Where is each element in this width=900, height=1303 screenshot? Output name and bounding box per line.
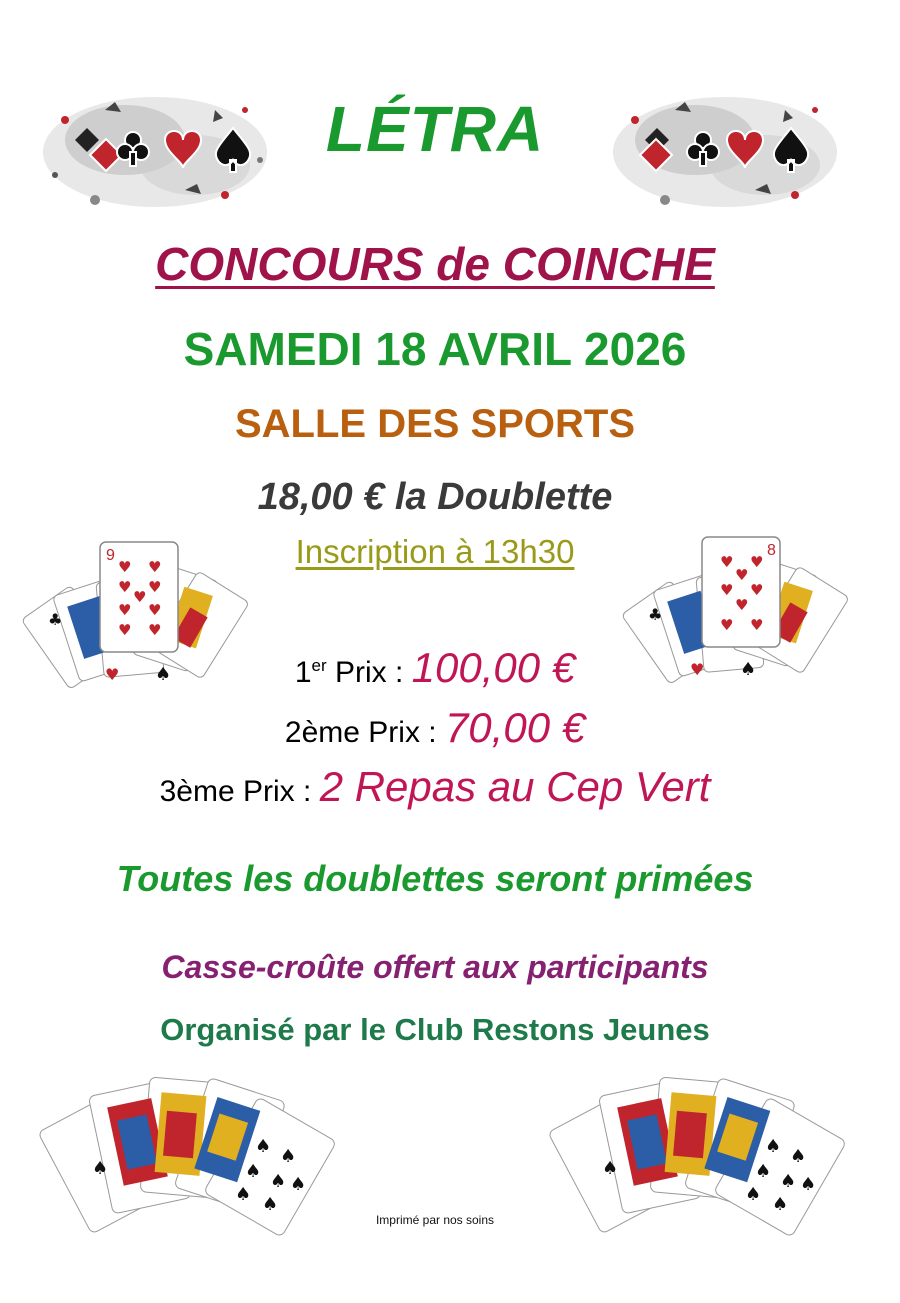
svg-text:♠: ♠	[235, 1184, 252, 1205]
svg-text:♥: ♥	[133, 588, 147, 606]
printed-by-note: Imprimé par nos soins	[375, 1213, 495, 1227]
svg-text:♠: ♠	[740, 659, 757, 680]
svg-text:♥: ♥	[720, 553, 734, 571]
event-title-text: CONCOURS de COINCHE	[155, 238, 715, 290]
svg-text:♥: ♥	[750, 581, 764, 599]
svg-text:♠: ♠	[255, 1136, 272, 1157]
svg-text:♥: ♥	[148, 601, 162, 619]
svg-text:♠: ♠	[92, 1158, 109, 1179]
svg-text:♣: ♣	[648, 605, 663, 624]
prize-1-rank-sup: er	[311, 656, 327, 675]
svg-text:♥: ♥	[735, 566, 749, 584]
svg-text:♠: ♠	[772, 1194, 789, 1215]
event-title	[0, 237, 870, 291]
snack-note: Casse-croûte offert aux participants	[161, 949, 709, 985]
svg-text:♥: ♥	[735, 596, 749, 614]
playing-cards-spades-fan-icon	[550, 1072, 840, 1232]
entry-price: 18,00 € la Doublette	[257, 476, 613, 518]
svg-text:♥: ♥	[148, 558, 162, 576]
svg-text:♠: ♠	[602, 1158, 619, 1179]
organizer-note: Organisé par le Club Restons Jeunes	[160, 1012, 710, 1047]
svg-text:♠: ♠	[245, 1161, 262, 1182]
all-rewarded-note: Toutes les doublettes seront primées	[116, 858, 754, 899]
svg-text:♥: ♥	[720, 581, 734, 599]
svg-text:♠: ♠	[262, 1194, 279, 1215]
svg-text:♥: ♥	[750, 553, 764, 571]
svg-text:♠: ♠	[745, 1184, 762, 1205]
prize-2-value: 70,00 €	[444, 704, 586, 751]
prize-3	[0, 763, 870, 811]
svg-text:9: 9	[106, 547, 115, 564]
svg-text:♥: ♥	[148, 621, 162, 639]
svg-text:♠: ♠	[800, 1174, 817, 1195]
prize-2	[0, 704, 870, 752]
svg-text:♥: ♥	[105, 665, 120, 684]
svg-text:♥: ♥	[148, 578, 162, 596]
svg-text:♠: ♠	[765, 1136, 782, 1157]
town-title: LÉTRA	[325, 93, 545, 165]
svg-text:♠: ♠	[290, 1174, 307, 1195]
svg-text:♠: ♠	[155, 664, 172, 685]
svg-text:♠: ♠	[280, 1146, 297, 1167]
svg-text:♠: ♠	[790, 1146, 807, 1167]
svg-text:♥: ♥	[118, 578, 132, 596]
event-date: SAMEDI 18 AVRIL 2026	[183, 323, 687, 375]
svg-text:8: 8	[767, 542, 776, 559]
svg-text:♠: ♠	[780, 1171, 797, 1192]
prize-2-label: Prix :	[359, 716, 445, 749]
svg-text:♥: ♥	[118, 558, 132, 576]
svg-text:♠: ♠	[270, 1171, 287, 1192]
svg-text:♥: ♥	[118, 621, 132, 639]
svg-text:♥: ♥	[720, 616, 734, 634]
prize-1-label: Prix :	[326, 656, 412, 689]
prize-3-rank: 3ème	[159, 775, 235, 808]
prize-3-label: Prix :	[234, 775, 320, 808]
svg-text:♥: ♥	[690, 660, 705, 679]
svg-text:♣: ♣	[48, 610, 63, 629]
svg-text:♥: ♥	[750, 616, 764, 634]
playing-cards-spades-fan-icon	[40, 1072, 330, 1232]
prize-1-value: 100,00 €	[411, 644, 576, 691]
event-venue: SALLE DES SPORTS	[234, 402, 636, 446]
svg-text:♠: ♠	[755, 1161, 772, 1182]
svg-text:♥: ♥	[118, 601, 132, 619]
prize-3-value: 2 Repas au Cep Vert	[319, 763, 711, 810]
prize-1	[0, 644, 870, 692]
registration-text: Inscription à 13h30	[295, 533, 575, 570]
prize-1-rank: 1	[294, 656, 312, 689]
prize-2-rank: 2ème	[284, 716, 360, 749]
